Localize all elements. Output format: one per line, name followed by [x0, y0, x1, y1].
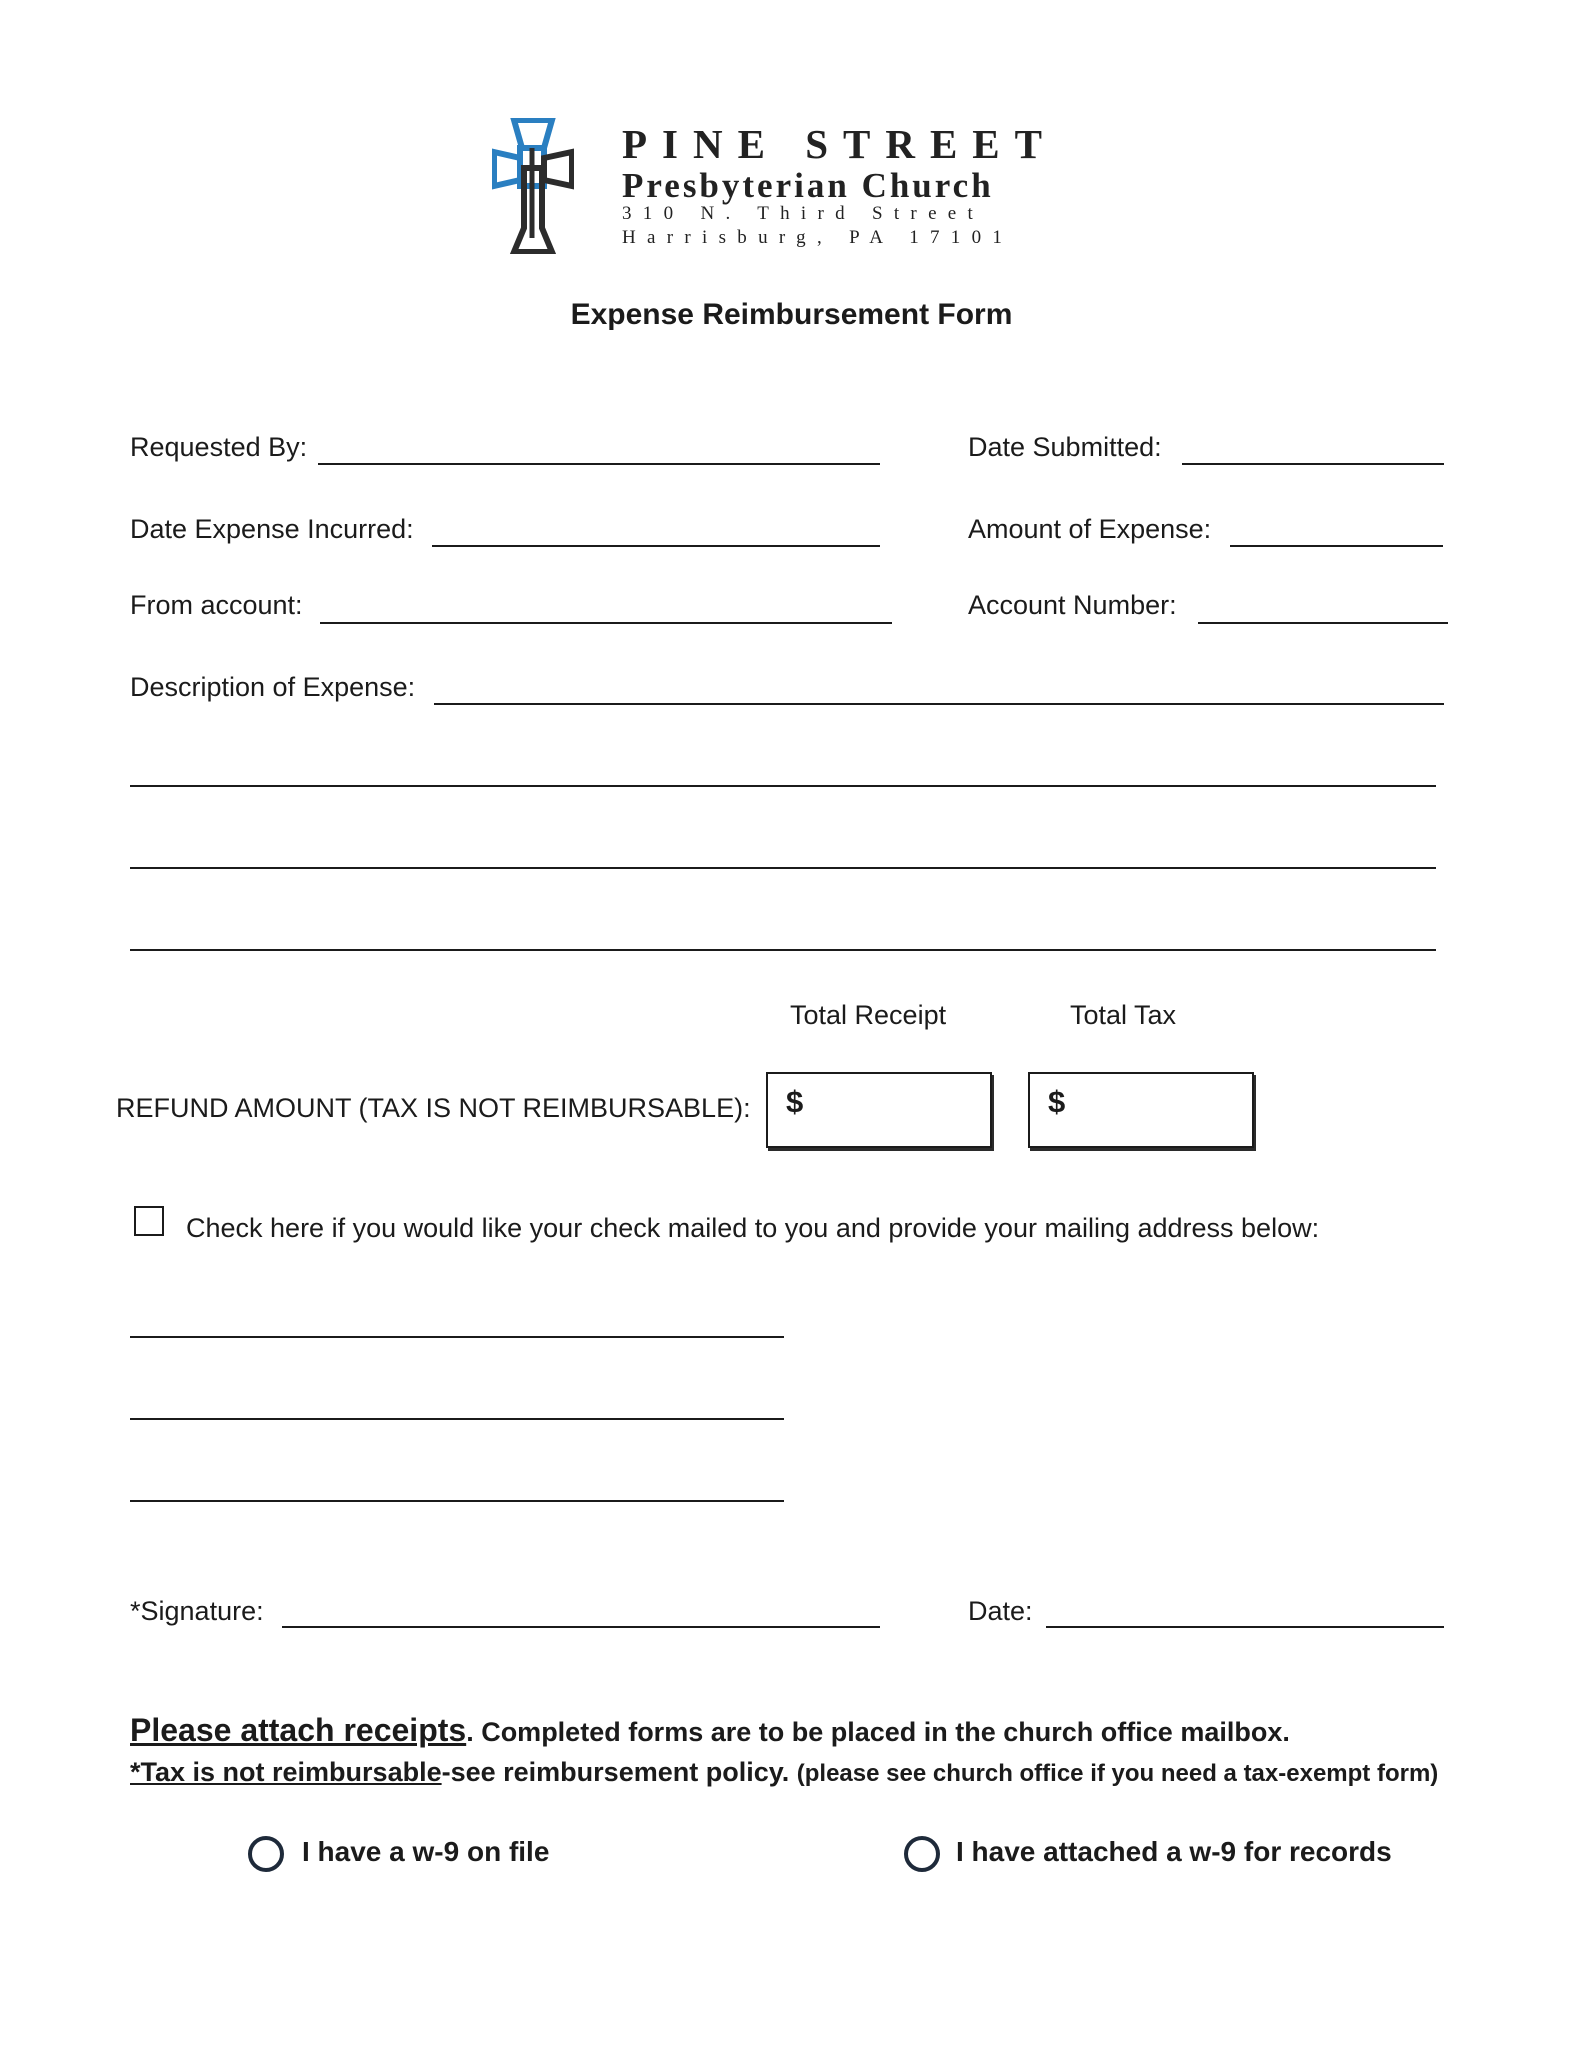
- mailing-address-line[interactable]: [130, 1336, 784, 1338]
- date-submitted-label: Date Submitted:: [968, 432, 1162, 462]
- mail-check-checkbox[interactable]: [134, 1206, 164, 1236]
- w9-on-file-radio[interactable]: [248, 1836, 284, 1872]
- letterhead-address-line1: 310 N. Third Street: [622, 203, 985, 224]
- total-tax-input[interactable]: [1028, 1072, 1254, 1148]
- signature-date-field[interactable]: [1046, 1626, 1444, 1628]
- amount-of-expense-label: Amount of Expense:: [968, 514, 1212, 544]
- tax-not-reimbursable-text: *Tax is not reimbursable: [130, 1757, 442, 1787]
- w9-attached-radio[interactable]: [904, 1836, 940, 1872]
- w9-attached-label: I have attached a w-9 for records: [956, 1836, 1392, 1867]
- mailing-address-line[interactable]: [130, 1500, 784, 1502]
- dollar-sign: $: [786, 1084, 804, 1119]
- letterhead-address-line2: Harrisburg, PA 17101: [622, 227, 1014, 248]
- letterhead-name: PINE STREET: [622, 121, 1058, 167]
- total-tax-label: Total Tax: [1070, 1000, 1177, 1030]
- refund-amount-label: REFUND AMOUNT (TAX IS NOT REIMBURSABLE):: [116, 1093, 751, 1123]
- date-expense-incurred-label: Date Expense Incurred:: [130, 514, 414, 544]
- signature-date-label: Date:: [968, 1596, 1033, 1626]
- mailing-address-line[interactable]: [130, 1418, 784, 1420]
- signature-field[interactable]: [282, 1626, 880, 1628]
- from-account-label: From account:: [130, 590, 303, 620]
- amount-of-expense-field[interactable]: [1230, 545, 1443, 547]
- description-field[interactable]: [434, 703, 1444, 705]
- date-expense-incurred-field[interactable]: [432, 545, 880, 547]
- letterhead-church: Presbyterian Church: [622, 166, 994, 205]
- description-line[interactable]: [130, 949, 1436, 951]
- description-line[interactable]: [130, 785, 1436, 787]
- w9-on-file-label: I have a w-9 on file: [302, 1836, 550, 1867]
- requested-by-label: Requested By:: [130, 432, 308, 462]
- celtic-cross-icon: [492, 118, 574, 254]
- description-line[interactable]: [130, 867, 1436, 869]
- from-account-field[interactable]: [320, 622, 892, 624]
- attach-receipts-emphasis: Please attach receipts: [130, 1712, 467, 1748]
- date-submitted-field[interactable]: [1182, 463, 1444, 465]
- signature-label: *Signature:: [130, 1596, 264, 1626]
- form-title: Expense Reimbursement Form: [570, 298, 1013, 331]
- attach-receipts-note: [130, 1712, 1290, 1749]
- policy-text: -see reimbursement policy.: [441, 1757, 797, 1787]
- account-number-label: Account Number:: [968, 590, 1177, 620]
- account-number-field[interactable]: [1198, 622, 1448, 624]
- tax-policy-note: [130, 1757, 1438, 1788]
- requested-by-field[interactable]: [318, 463, 880, 465]
- total-receipt-input[interactable]: [766, 1072, 992, 1148]
- placement-text: . Completed forms are to be placed in the church office mailbox.: [466, 1717, 1290, 1747]
- description-label: Description of Expense:: [130, 672, 416, 702]
- dollar-sign: $: [1048, 1084, 1066, 1119]
- tax-exempt-note: (please see church office if you need a tax-exempt form): [796, 1760, 1439, 1787]
- total-receipt-label: Total Receipt: [790, 1000, 947, 1030]
- mail-check-label: Check here if you would like your check mailed to you and provide your mailing address below:: [186, 1213, 1320, 1243]
